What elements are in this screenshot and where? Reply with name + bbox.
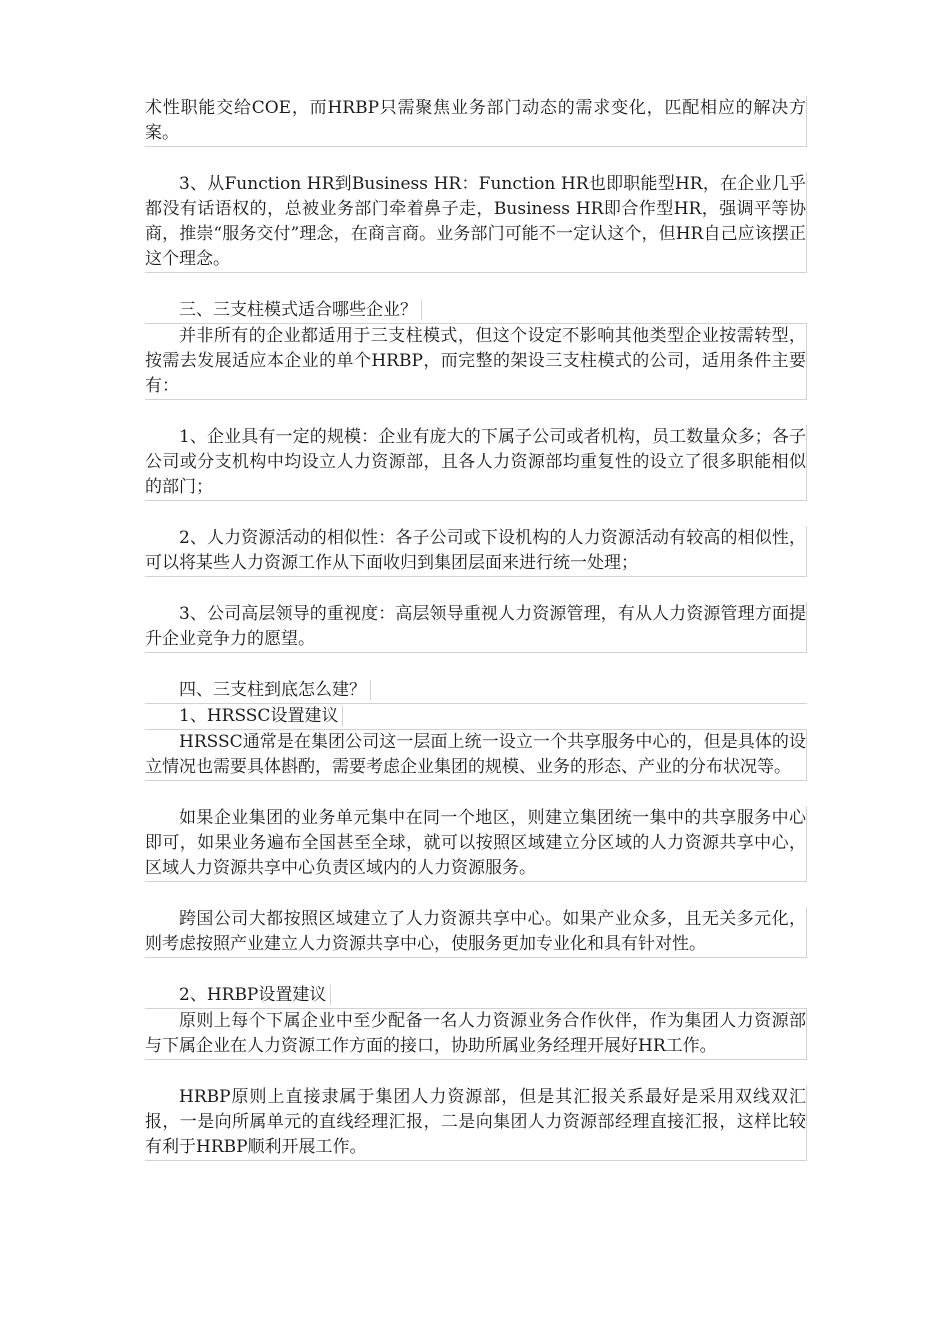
document-body (145, 96, 807, 1161)
body-paragraph: HRSSC通常是在集团公司这一层面上统一设立一个共享服务中心的，但是具体的设立情况也需要具体斟酌，需要考虑企业集团的规模、业务的形态、产业的分布状况等。 (145, 730, 807, 781)
body-paragraph: 2、人力资源活动的相似性：各子公司或下设机构的人力资源活动有较高的相似性，可以将某些人力资源工作从下面收归到集团层面来进行统一处理； (145, 526, 807, 577)
paragraph-spacer (145, 958, 807, 983)
paragraph-spacer (145, 882, 807, 907)
section-heading-text: 三、三支柱模式适合哪些企业？ (179, 300, 422, 320)
paragraph-spacer (145, 1060, 807, 1085)
body-paragraph: 3、从Function HR到Business HR：Function HR也即职能型HR，在企业几乎都没有话语权的，总被业务部门牵着鼻子走，Business HR即合作型HR，强调平等协商，推崇“服务交付”理念，在商言商。业务部门可能不一定认这个，但HR自己应该摆正这个理念。 (145, 172, 807, 273)
body-paragraph: 并非所有的企业都适用于三支柱模式，但这个设定不影响其他类型企业按需转型，按需去发展适应本企业的单个HRBP，而完整的架设三支柱模式的公司，适用条件主要有： (145, 324, 807, 400)
paragraph-spacer (145, 273, 807, 298)
section-heading-text: 1、HRSSC设置建议 (179, 706, 343, 726)
section-heading-text: 2、HRBP设置建议 (179, 985, 331, 1005)
paragraph-spacer (145, 577, 807, 602)
section-heading (145, 298, 807, 324)
paragraph-spacer (145, 781, 807, 806)
paragraph-spacer (145, 400, 807, 425)
body-paragraph: 跨国公司大都按照区域建立了人力资源共享中心。如果产业众多，且无关多元化，则考虑按照产业建立人力资源共享中心，使服务更加专业化和具有针对性。 (145, 907, 807, 958)
section-heading (145, 704, 807, 730)
paragraph-spacer (145, 501, 807, 526)
body-paragraph: 原则上每个下属企业中至少配备一名人力资源业务合作伙伴，作为集团人力资源部与下属企业在人力资源工作方面的接口，协助所属业务经理开展好HR工作。 (145, 1009, 807, 1060)
body-paragraph: 1、企业具有一定的规模：企业有庞大的下属子公司或者机构，员工数量众多；各子公司或分支机构中均设立人力资源部，且各人力资源部均重复性的设立了很多职能相似的部门； (145, 425, 807, 501)
section-heading (145, 678, 807, 704)
body-paragraph: 3、公司高层领导的重视度：高层领导重视人力资源管理，有从人力资源管理方面提升企业竞争力的愿望。 (145, 602, 807, 653)
body-paragraph: 术性职能交给COE，而HRBP只需聚焦业务部门动态的需求变化，匹配相应的解决方案。 (145, 96, 807, 147)
body-paragraph: 如果企业集团的业务单元集中在同一个地区，则建立集团统一集中的共享服务中心即可，如果业务遍布全国甚至全球，就可以按照区域建立分区域的人力资源共享中心，区域人力资源共享中心负责区域内的人力资源服务。 (145, 806, 807, 882)
body-paragraph: HRBP原则上直接隶属于集团人力资源部，但是其汇报关系最好是采用双线双汇报，一是向所属单元的直线经理汇报，二是向集团人力资源部经理直接汇报，这样比较有利于HRBP顺利开展工作。 (145, 1085, 807, 1161)
section-heading (145, 983, 807, 1009)
section-heading-text: 四、三支柱到底怎么建？ (179, 680, 371, 700)
paragraph-spacer (145, 147, 807, 172)
paragraph-spacer (145, 653, 807, 678)
